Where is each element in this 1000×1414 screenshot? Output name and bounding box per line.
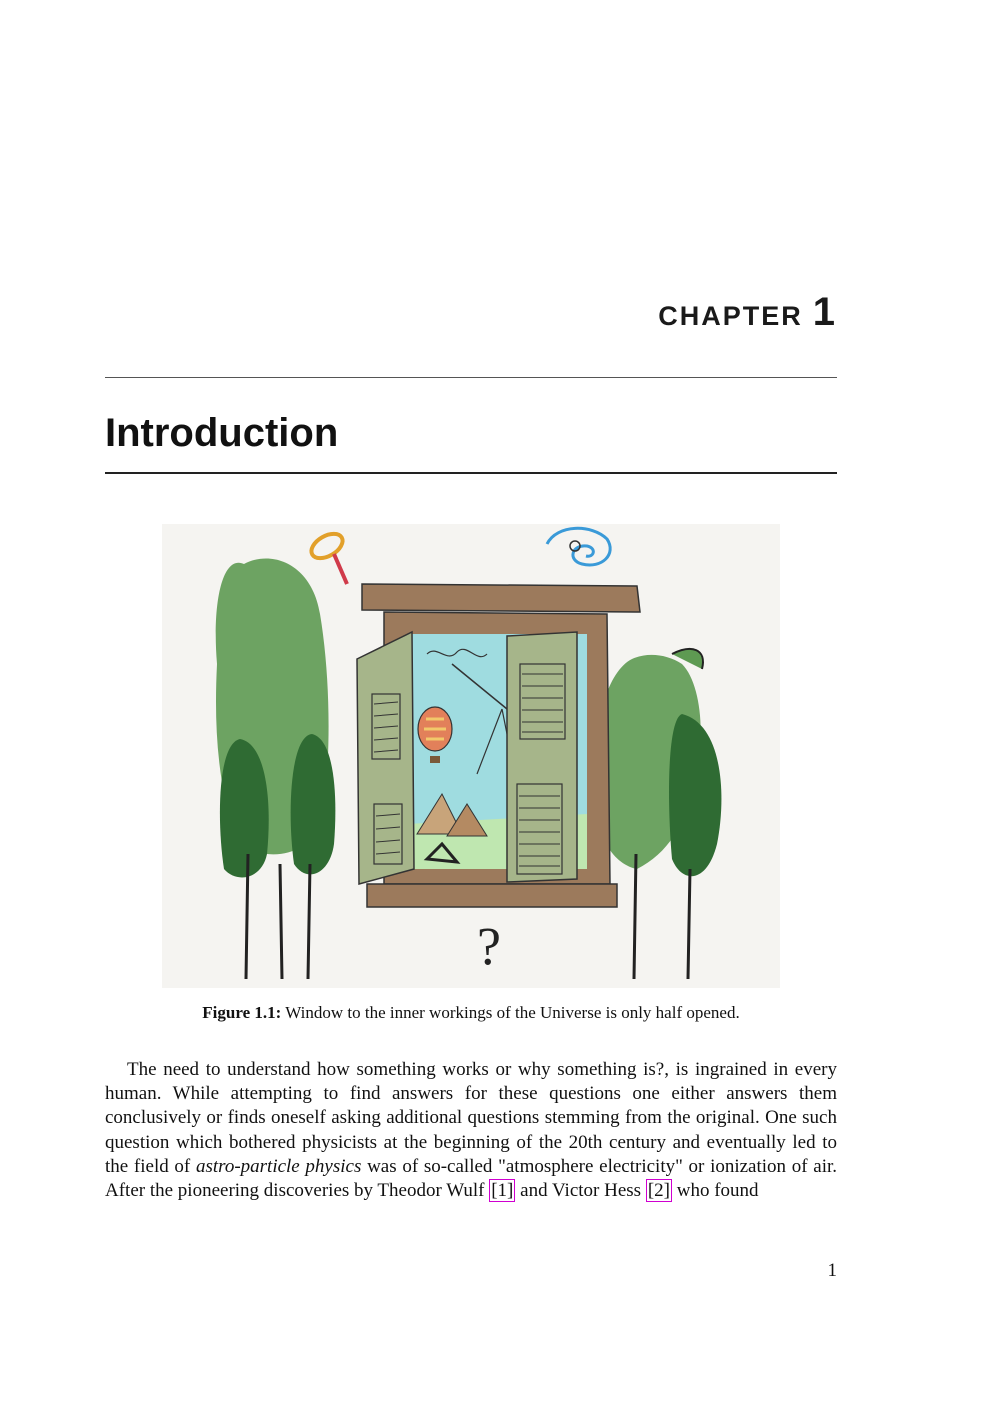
figure-caption <box>105 1003 837 1023</box>
figure-illustration <box>162 524 780 988</box>
figure-caption-text: Window to the inner workings of the Universe is only half opened. <box>281 1003 740 1022</box>
page-number: 1 <box>827 1260 837 1281</box>
chapter-rule-top <box>105 377 837 378</box>
chapter-heading <box>658 290 837 335</box>
body-text-part: The need to understand how something works or why something is?, is ingrained in every human. While attempting to find answers for these questions one either answers them conclusively or finds oneself asking additional questions stemming from the original. One such question which bothered physicists at the beginning of the 20th century and eventually led to the field of <box>105 1059 837 1177</box>
body-text-part: was of so-called "atmosphere electricity" or ionization of air. After the pioneering discoveries by Theodor Wulf <box>105 1155 838 1202</box>
citation-link-2[interactable]: [2] <box>647 1180 670 1202</box>
body-text-part: who found <box>671 1180 759 1202</box>
shutter-icon <box>507 632 577 882</box>
figure-label: Figure 1.1: <box>202 1003 282 1022</box>
body-text-part: and Victor Hess <box>515 1180 646 1202</box>
galaxy-icon <box>547 528 610 565</box>
particle-detector-icon <box>307 529 347 584</box>
body-emphasis: astro-particle physics <box>195 1155 362 1177</box>
question-mark-text: ? <box>477 916 501 976</box>
tree-icon <box>592 649 721 979</box>
chapter-title: Introduction <box>105 411 339 455</box>
shutter-icon <box>357 632 414 884</box>
chapter-word: CHAPTER <box>658 301 803 331</box>
body-paragraph <box>105 1058 837 1203</box>
chapter-number: 1 <box>812 290 837 334</box>
chapter-rule-bottom <box>105 472 837 474</box>
question-mark-icon <box>477 916 501 976</box>
tree-icon <box>216 558 336 979</box>
citation-link-1[interactable]: [1] <box>491 1180 514 1202</box>
